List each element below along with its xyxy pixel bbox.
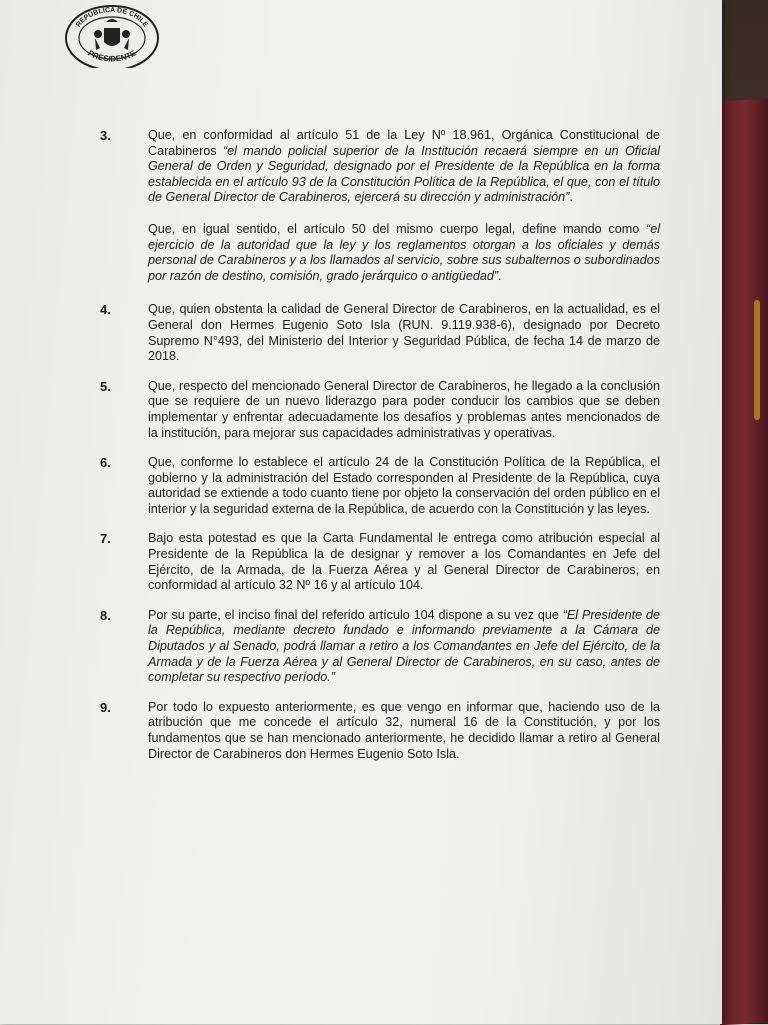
numbered-clause (100, 608, 660, 686)
clause-paragraph (148, 379, 660, 441)
clause-number: 5. (100, 378, 111, 394)
numbered-clause (100, 455, 660, 517)
quoted-text: “El Presidente de la República, mediante decreto fundado e informando previamente a la Cámara de Diputados y al Senado, podrá llamar a retiro a los Comandantes en Jefe del Ejército, de la Armada y de la Fuerza Aérea y al General Director de Carabineros, en su caso, antes de completar su respectivo período.” (148, 607, 660, 685)
clause-number: 3. (100, 128, 111, 143)
paragraph-text: Que, en igual sentido, el artículo 50 del mismo cuerpo legal, define mando como (148, 221, 646, 236)
quoted-text: “el ejercicio de la autoridad que la ley y los reglamentos otorgan a los oficiales y demás personal de Carabineros y a los llamados al servicio, sobre sus subalternos o subordinados por razón de destino, comisión, grado jerárquico o antigüedad” (148, 221, 660, 283)
svg-text:PRESIDENTE (87, 48, 138, 63)
paragraph-text: Que, en conformidad al artículo 51 de la Ley Nº 18.961, Orgánica Constitucional de Carabineros (148, 128, 660, 158)
presidential-seal-stamp (62, 2, 162, 68)
seal-top-text: REPÚBLICA DE CHILE (75, 6, 149, 29)
clause-number: 8. (100, 607, 111, 623)
clause-paragraph (148, 608, 660, 686)
clause-number: 6. (100, 455, 111, 471)
clause-paragraph (148, 302, 660, 364)
paragraph-text: Por todo lo expuesto anteriormente, es que vengo en informar que, haciendo uso de la atribución que me concede el artículo 32, numeral 16 de la Constitución, y por los fundamentos que se han mencionado anteriormente, he decidido llamar a retiro al General Director de Carabineros don Hermes Eugenio Soto Isla. (148, 699, 660, 761)
red-book-edge (720, 99, 768, 1025)
coat-of-arms-icon (94, 19, 130, 50)
clause-paragraph (148, 700, 660, 762)
paragraph-text: Por su parte, el inciso final del referido artículo 104 dispone a su vez que (148, 607, 563, 622)
document-body (100, 128, 660, 776)
numbered-clause (100, 128, 660, 284)
paragraph-text: Que, conforme lo establece el artículo 24 de la Constitución Política de la República, el gobierno y la administración del Estado corresponden al Presidente de la República, cuya autoridad se extiende a todo cuanto tiene por objeto la conservación del orden público en el interior y la seguridad externa de la República, de acuerdo con la Constitución y las leyes. (148, 455, 660, 516)
paragraph-text: . (498, 268, 502, 283)
clause-paragraph (148, 455, 660, 517)
seal-bottom-text: PRESIDENTE (86, 48, 138, 64)
numbered-clause (100, 379, 660, 441)
clause-paragraph (148, 128, 660, 206)
quoted-text: “el mando policial superior de la Institución recaerá siempre en un Oficial General de Orden y Seguridad, designado por el Presidente de la República en la forma establecida en el artículo 93 de la Constitución Política de la República, el que, con el título de General Director de Carabineros, ejercerá su dirección y administración” (148, 143, 660, 205)
numbered-clause (100, 302, 660, 364)
gold-ornament (754, 300, 760, 420)
clause-number: 9. (100, 699, 111, 715)
clause-number: 7. (100, 531, 111, 547)
numbered-clause (100, 700, 660, 762)
paragraph-text: Que, respecto del mencionado General Director de Carabineros, he llegado a la conclusión que se requiere de un nuevo liderazgo para poder conducir los cambios que se deben implementar y enfrentar adecuadamente los desafíos y problemas antes mencionados de la institución, para mejorar sus capacidades administrativas y operativas. (148, 378, 660, 440)
clause-paragraph (148, 222, 660, 284)
paragraph-text: Bajo esta potestad es que la Carta Fundamental le entrega como atribución especial al Presidente de la República la de designar y remover a los Comandantes en Jefe del Ejército, de la Armada, de la Fuerza Aérea y al General Director de Carabineros, en conformidad al artículo 32 Nº 16 y al artículo 104. (148, 531, 660, 593)
numbered-clause (100, 531, 660, 593)
clause-paragraph (148, 531, 660, 593)
paragraph-text: Que, quien obstenta la calidad de General Director de Carabineros, en la actualidad, es el General don Hermes Eugenio Soto Isla (RUN. 9.119.938-6), designado por Decreto Supremo N°493, del Ministerio del Interior y Seguridad Pública, de fecha 14 de marzo de 2018. (148, 302, 660, 364)
clause-number: 4. (100, 302, 111, 318)
paragraph-text: . (569, 190, 573, 205)
